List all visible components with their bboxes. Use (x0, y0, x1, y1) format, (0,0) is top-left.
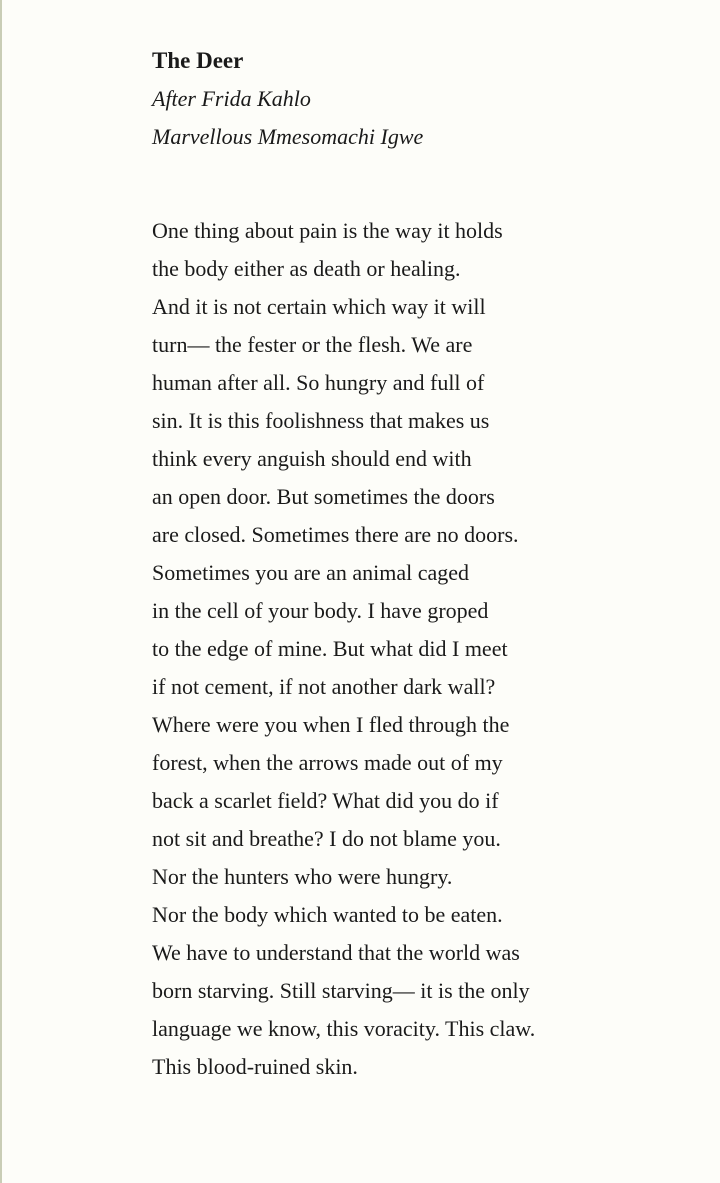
poem-line: human after all. So hungry and full of (152, 370, 485, 395)
poem-body (152, 212, 692, 1086)
poem-line: Nor the body which wanted to be eaten. (152, 902, 503, 927)
poem-line: an open door. But sometimes the doors (152, 484, 495, 509)
poem-line: One thing about pain is the way it holds (152, 218, 503, 243)
poem-dedication: After Frida Kahlo (152, 86, 311, 111)
poem-title: The Deer (152, 48, 244, 73)
poem-line: think every anguish should end with (152, 446, 472, 471)
page-edge-divider (0, 0, 2, 1183)
poem-author: Marvellous Mmesomachi Igwe (152, 124, 424, 149)
poem-line: sin. It is this foolishness that makes us (152, 408, 490, 433)
poem-line: to the edge of mine. But what did I meet (152, 636, 508, 661)
poem-page (152, 42, 692, 1086)
poem-line: back a scarlet field? What did you do if (152, 788, 499, 813)
poem-line: if not cement, if not another dark wall? (152, 674, 496, 699)
poem-line: Sometimes you are an animal caged (152, 560, 470, 585)
poem-line: born starving. Still starving— it is the only (152, 978, 530, 1003)
poem-line: Nor the hunters who were hungry. (152, 864, 453, 889)
poem-line: are closed. Sometimes there are no doors. (152, 522, 519, 547)
poem-line: language we know, this voracity. This claw. (152, 1016, 536, 1041)
poem-line: turn— the fester or the flesh. We are (152, 332, 473, 357)
poem-line: This blood-ruined skin. (152, 1054, 358, 1079)
poem-line: forest, when the arrows made out of my (152, 750, 503, 775)
poem-line: not sit and breathe? I do not blame you. (152, 826, 501, 851)
poem-line: Where were you when I fled through the (152, 712, 510, 737)
poem-line: in the cell of your body. I have groped (152, 598, 489, 623)
poem-line: And it is not certain which way it will (152, 294, 486, 319)
poem-line: We have to understand that the world was (152, 940, 520, 965)
poem-line: the body either as death or healing. (152, 256, 461, 281)
